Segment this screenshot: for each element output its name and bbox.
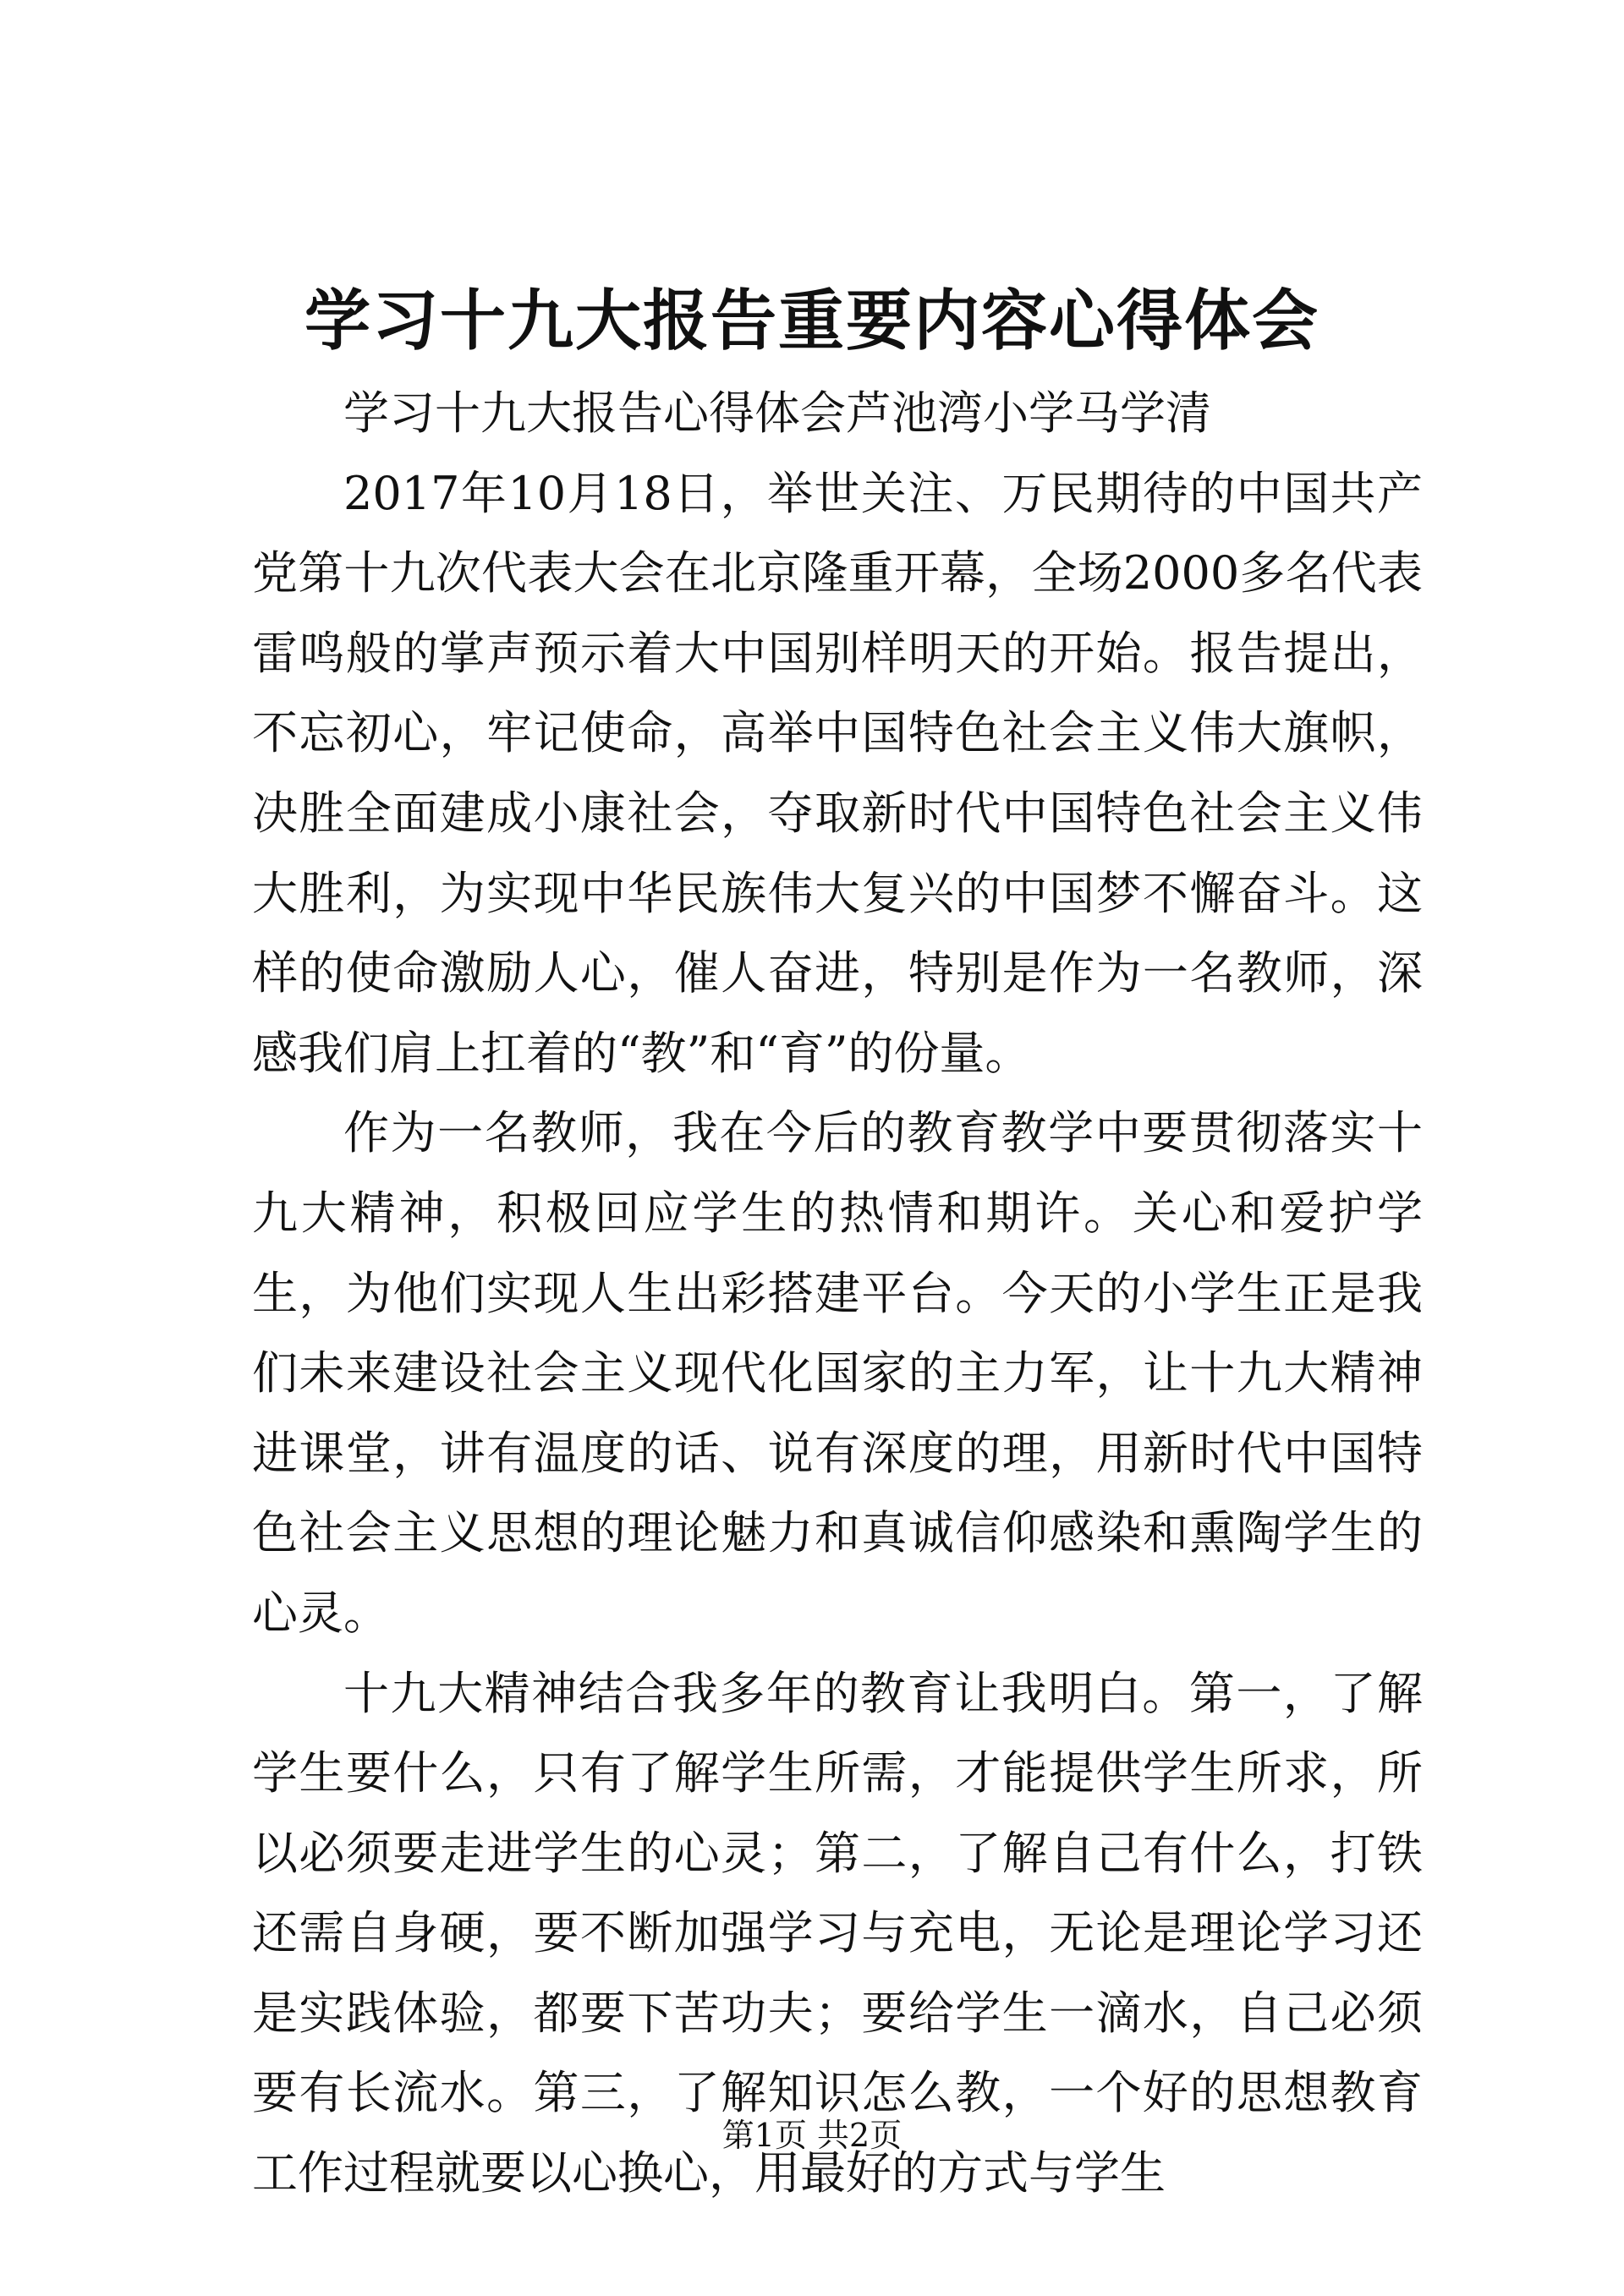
paragraph-3: 十九大精神结合我多年的教育让我明白。第一，了解学生要什么，只有了解学生所需，才能提供学生所求，所以必须要走进学生的心灵；第二，了解自己有什么，打铁还需自身硬，要不断加强学习与充电，无论是理论学习还是实践体验，都要下苦功夫；要给学生一滴水，自己必须要有长流水。第三，了解知识怎么教，一个好的思想教育工作过程就要以心换心，用最好的方式与学生: [252, 1666, 1423, 2200]
document-title: 学习十九大报告重要内容心得体会: [304, 282, 1320, 359]
document-body: [252, 374, 1423, 2214]
paragraph-subtitle: 学习十九大报告心得体会芦池湾小学马学清: [343, 386, 1211, 440]
paragraph-1: 2017年10月18日，举世关注、万民期待的中国共产党第十九次代表大会在北京隆重开幕，全场2000多名代表雷鸣般的掌声预示着大中国别样明天的开始。报告提出，不忘初心，牢记使命，高举中国特色社会主义伟大旗帜，决胜全面建成小康社会，夺取新时代中国特色社会主义伟大胜利，为实现中华民族伟大复兴的中国梦不懈奋斗。这样的使命激励人心，催人奋进，特别是作为一名教师，深感我们肩上扛着的“教”和“育”的份量。: [252, 466, 1423, 1080]
page-number: 第1页 共2页: [721, 2117, 903, 2154]
paragraph-2: 作为一名教师，我在今后的教育教学中要贯彻落实十九大精神，积极回应学生的热情和期许。关心和爱护学生，为他们实现人生出彩搭建平台。今天的小学生正是我们未来建设社会主义现代化国家的主力军，让十九大精神进课堂，讲有温度的话、说有深度的理，用新时代中国特色社会主义思想的理论魅力和真诚信仰感染和熏陶学生的心灵。: [252, 1106, 1423, 1640]
